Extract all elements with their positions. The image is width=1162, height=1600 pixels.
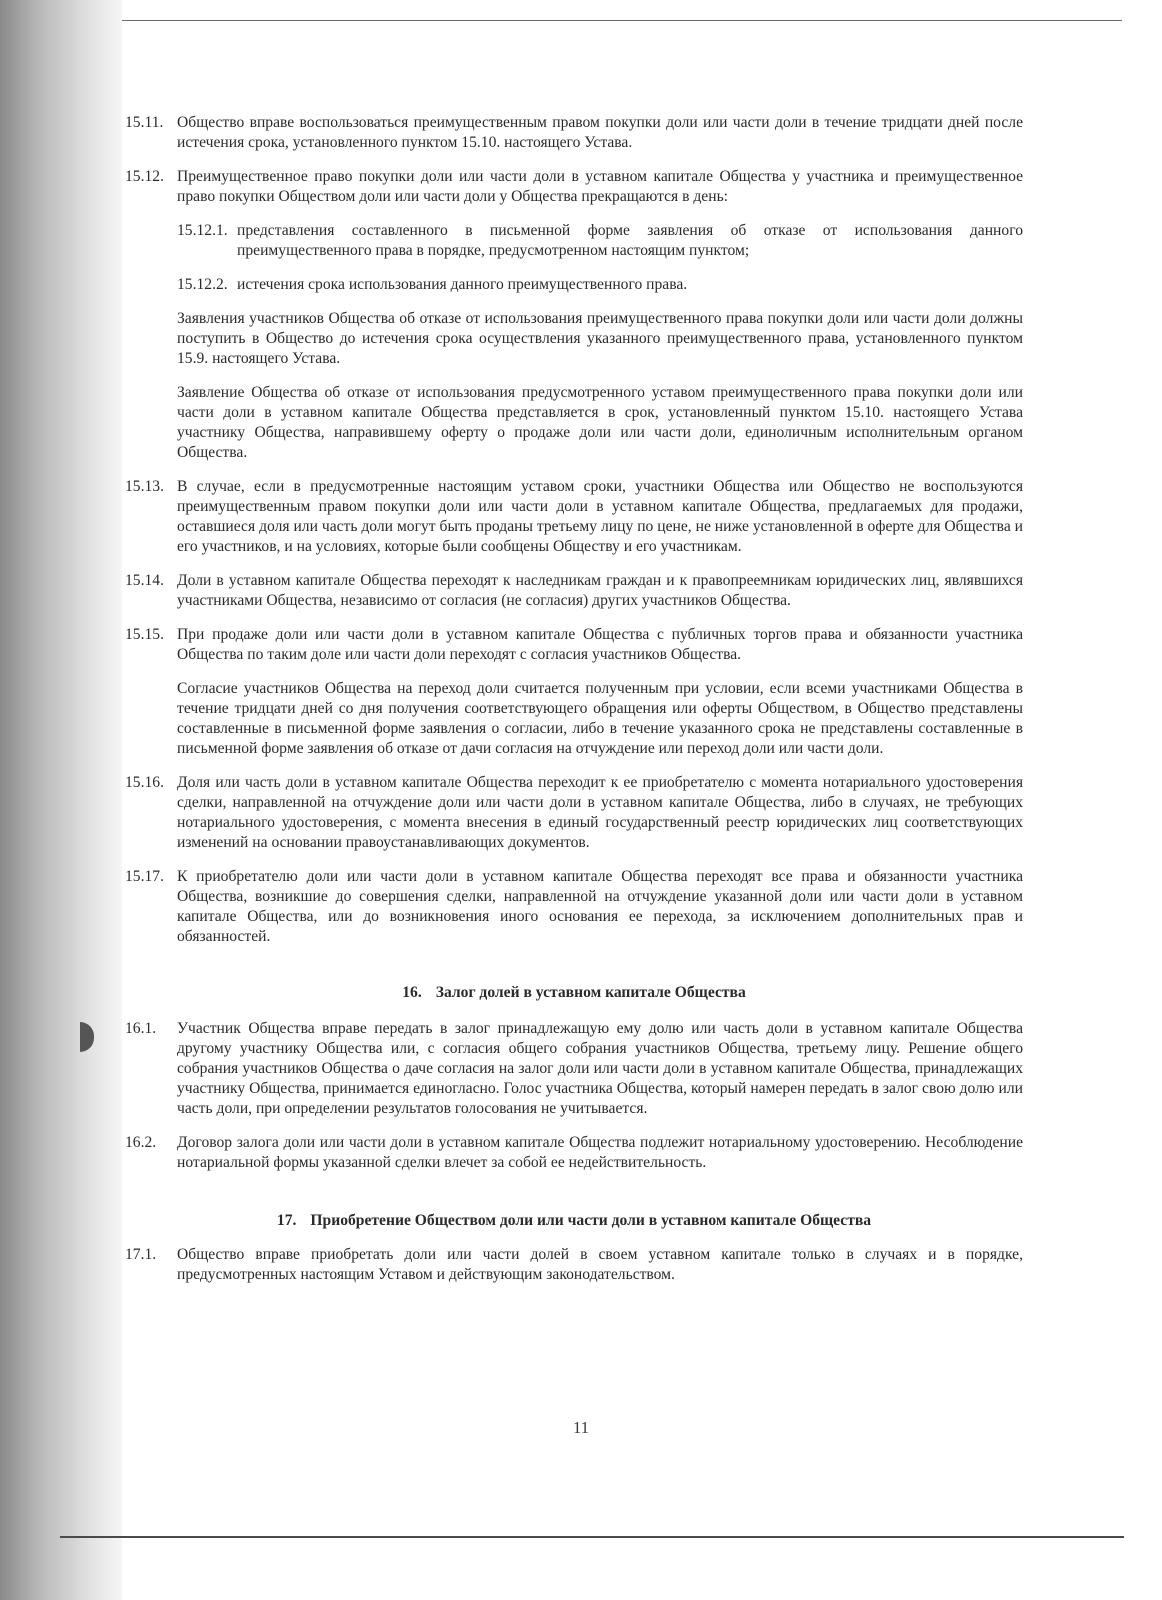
clause-text: Общество вправе воспользоваться преимущественным правом покупки доли или части доли в течение тридцати дней после истечения срока, установленного пунктом 15.10. настоящего Устава. bbox=[177, 114, 1023, 151]
clause-15-15 bbox=[125, 625, 1023, 665]
clause-number: 15.15. bbox=[125, 626, 164, 643]
document-page bbox=[125, 113, 1023, 1299]
section-number: 16. bbox=[402, 984, 422, 1001]
clause-text: Общество вправе приобретать доли или части долей в своем уставном капитале только в случаях и в порядке, предусмотренных настоящим Уставом и действующим законодательством. bbox=[177, 1246, 1023, 1283]
clause-text: Доли в уставном капитале Общества переходят к наследникам граждан и к правопреемникам юридических лиц, являвшихся участниками Общества, независимо от согласия (не согласия) других участников Общества. bbox=[177, 572, 1023, 609]
section-title: Приобретение Обществом доли или части доли в уставном капитале Общества bbox=[310, 1212, 872, 1229]
clause-text: Преимущественное право покупки доли или части доли в уставном капитале Общества у участника и преимущественное право покупки Обществом доли или части доли у Общества прекращаются в день: bbox=[177, 168, 1023, 205]
clause-number: 15.11. bbox=[125, 114, 164, 131]
bottom-rule bbox=[60, 1536, 1124, 1538]
clause-text: В случае, если в предусмотренные настоящим уставом сроки, участники Общества или Общество не воспользуются преимущественным правом покупки доли или части доли в уставном капитале Общества, предлагаемых для продажи, оставшиеся доля или часть доли могут быть проданы третьему лицу по цене, не ниже установленной в оферте для Общества и его участников, и на условиях, которые были сообщены Обществу и его участникам. bbox=[177, 478, 1023, 555]
paragraph-15-12-a: Заявления участников Общества об отказе от использования преимущественного права покупки доли или части доли должны поступить в Общество до истечения срока осуществления указанного преимущественного права, установленного пунктом 15.9. настоящего Устава. bbox=[177, 310, 1023, 367]
clause-text: При продаже доли или части доли в уставном капитале Общества с публичных торгов права и обязанности участника Общества по таким доле или части доли переходят с согласия участников Общества. bbox=[177, 626, 1023, 663]
subclause-number: 15.12.2. bbox=[177, 276, 228, 293]
clause-number: 15.13. bbox=[125, 478, 164, 495]
paragraph-15-12-b: Заявление Общества об отказе от использования предусмотренного уставом преимущественного права покупки доли или части доли в уставном капитале Общества представляется в срок, установленный пунктом 15.10. настоящего Устава участнику Общества, направившему оферту о продаже доли или части доли, единоличным исполнительным органом Общества. bbox=[177, 384, 1023, 461]
top-rule bbox=[122, 20, 1122, 21]
clause-text: Участник Общества вправе передать в залог принадлежащую ему долю или часть доли в уставном капитале Общества другому участнику Общества или, с согласия общего собрания участников Общества, третьему лицу. Решение общего собрания участников Общества о даче согласия на залог доли или части доли в уставном капитале Общества, принадлежащих участнику Общества, принимается единогласно. Голос участника Общества, который намерен передать в залог свою долю или часть доли, при определении результатов голосования не учитывается. bbox=[177, 1020, 1023, 1117]
scan-edge-shadow bbox=[0, 0, 122, 1600]
clause-number: 17.1. bbox=[125, 1246, 157, 1263]
subclause-text: истечения срока использования данного преимущественного права. bbox=[237, 276, 688, 293]
clause-number: 15.16. bbox=[125, 774, 164, 791]
clause-16-1 bbox=[125, 1019, 1023, 1119]
clause-number: 16.2. bbox=[125, 1134, 157, 1151]
page-number: 11 bbox=[572, 1418, 590, 1437]
subclause-15-12-1 bbox=[125, 221, 1023, 261]
clause-15-16 bbox=[125, 773, 1023, 853]
subclause-15-12-2 bbox=[125, 275, 1023, 295]
clause-text: К приобретателю доли или части доли в уставном капитале Общества переходят все права и обязанности участника Общества, возникшие до совершения сделки, направленной на отчуждение указанной доли или части доли в уставном капитале Общества, или до возникновения иного основания ее перехода, за исключением дополнительных прав и обязанностей. bbox=[177, 868, 1023, 945]
clause-15-11 bbox=[125, 113, 1023, 153]
paragraph-15-15: Согласие участников Общества на переход доли считается полученным при условии, если всеми участниками Общества в течение тридцати дней со дня получения соответствующего обращения или оферты Обществом, в Общество представлены составленные в письменной форме заявления о согласии, либо в течение указанного срока не представлены составленные в письменной форме заявления об отказе от дачи согласия на отчуждение или переход доли или части доли. bbox=[177, 680, 1023, 757]
clause-15-14 bbox=[125, 571, 1023, 611]
section-heading-16 bbox=[125, 983, 1023, 1003]
section-number: 17. bbox=[276, 1212, 297, 1229]
clause-text: Доля или часть доли в уставном капитале Общества переходит к ее приобретателю с момента нотариального удостоверения сделки, направленной на отчуждение доли или части доли в уставном капитале Общества, либо в случаях, не требующих нотариального удостоверения, с момента внесения в единый государственный реестр юридических лиц соответствующих изменений на основании правоустанавливающих документов. bbox=[177, 774, 1023, 851]
clause-17-1 bbox=[125, 1245, 1023, 1285]
clause-15-17 bbox=[125, 867, 1023, 947]
clause-15-13 bbox=[125, 477, 1023, 557]
clause-number: 15.17. bbox=[125, 868, 164, 885]
clause-number: 16.1. bbox=[125, 1020, 157, 1037]
section-heading-17 bbox=[125, 1211, 1023, 1231]
clause-16-2 bbox=[125, 1133, 1023, 1173]
clause-number: 15.14. bbox=[125, 572, 164, 589]
subclause-text: представления составленного в письменной форме заявления об отказе от использования данного преимущественного права в порядке, предусмотренном настоящим пунктом; bbox=[237, 222, 1023, 259]
subclause-number: 15.12.1. bbox=[177, 222, 228, 239]
clause-text: Договор залога доли или части доли в уставном капитале Общества подлежит нотариальному удостоверению. Несоблюдение нотариальной формы указанной сделки влечет за собой ее недействительность. bbox=[177, 1134, 1023, 1171]
clause-15-12 bbox=[125, 167, 1023, 207]
clause-number: 15.12. bbox=[125, 168, 164, 185]
section-title: Залог долей в уставном капитале Общества bbox=[435, 984, 746, 1001]
